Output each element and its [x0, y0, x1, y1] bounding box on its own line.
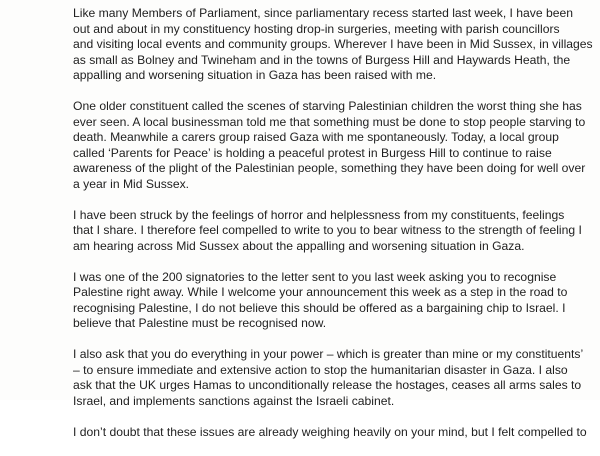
paragraph-6 — [73, 425, 593, 441]
text-line: believe that Palestine must be recognised now. — [73, 316, 327, 330]
paragraph-5 — [73, 347, 593, 409]
text-line: I was one of the 200 signatories to the letter sent to you last week asking you to recognise — [73, 269, 557, 284]
text-line: and visiting local events and community groups. Wherever I have been in Mid Sussex, in villages — [73, 37, 593, 51]
text-line: out and about in my constituency hosting drop-in surgeries, meeting with parish councillors — [73, 21, 560, 36]
text-line: Like many Members of Parliament, since parliamentary recess started last week, I have been — [73, 6, 574, 20]
paragraph-3 — [73, 208, 593, 255]
paragraph-1 — [73, 6, 593, 84]
text-line: Israel, and implements sanctions against the Israeli cabinet. — [73, 393, 395, 408]
text-line: ever seen. A local businessman told me that something must be done to stop people starving to — [73, 114, 586, 129]
text-line: ask that the UK urges Hamas to unconditionally release the hostages, ceases all arms sales to — [73, 378, 582, 392]
text-line: called ‘Parents for Peace’ is holding a peaceful protest in Burgess Hill to continue to raise — [73, 145, 552, 160]
text-line: I don’t doubt that these issues are already weighing heavily on your mind, but I felt compelled to — [73, 424, 587, 439]
paragraph-4 — [73, 270, 593, 332]
text-line: that I share. I therefore feel compelled to write to you to bear witness to the strength of feeling I — [73, 223, 582, 237]
text-line: I have been struck by the feelings of horror and helplessness from my constituents, feelings — [73, 207, 565, 222]
text-line: as small as Bolney and Twineham and in the towns of Burgess Hill and Haywards Heath, the — [73, 52, 571, 67]
text-line: appalling and worsening situation in Gaza has been raised with me. — [73, 68, 437, 82]
text-line: am hearing across Mid Sussex about the appalling and worsening situation in Gaza. — [73, 238, 525, 253]
text-line: a year in Mid Sussex. — [73, 176, 190, 191]
text-line: – to ensure immediate and extensive action to stop the humanitarian disaster in Gaza. I also — [73, 362, 568, 377]
text-line: Palestine right away. While I welcome your announcement this week as a step in the road to — [73, 285, 568, 299]
paragraph-2 — [73, 99, 593, 192]
text-line: death. Meanwhile a carers group raised Gaza with me spontaneously. Today, a local group — [73, 130, 559, 144]
text-line: One older constituent called the scenes of starving Palestinian children the worst thing she has — [73, 99, 582, 113]
text-line: recognising Palestine, I do not believe this should be offered as a bargaining chip to Israel. I — [73, 300, 566, 315]
partial-top-line — [73, 0, 593, 1]
text-line: awareness of the plight of the Palestinian people, something they have been doing for well over — [73, 161, 586, 175]
letter-body — [73, 0, 593, 456]
text-line: I also ask that you do everything in your power – which is greater than mine or my constituents’ — [73, 347, 584, 361]
